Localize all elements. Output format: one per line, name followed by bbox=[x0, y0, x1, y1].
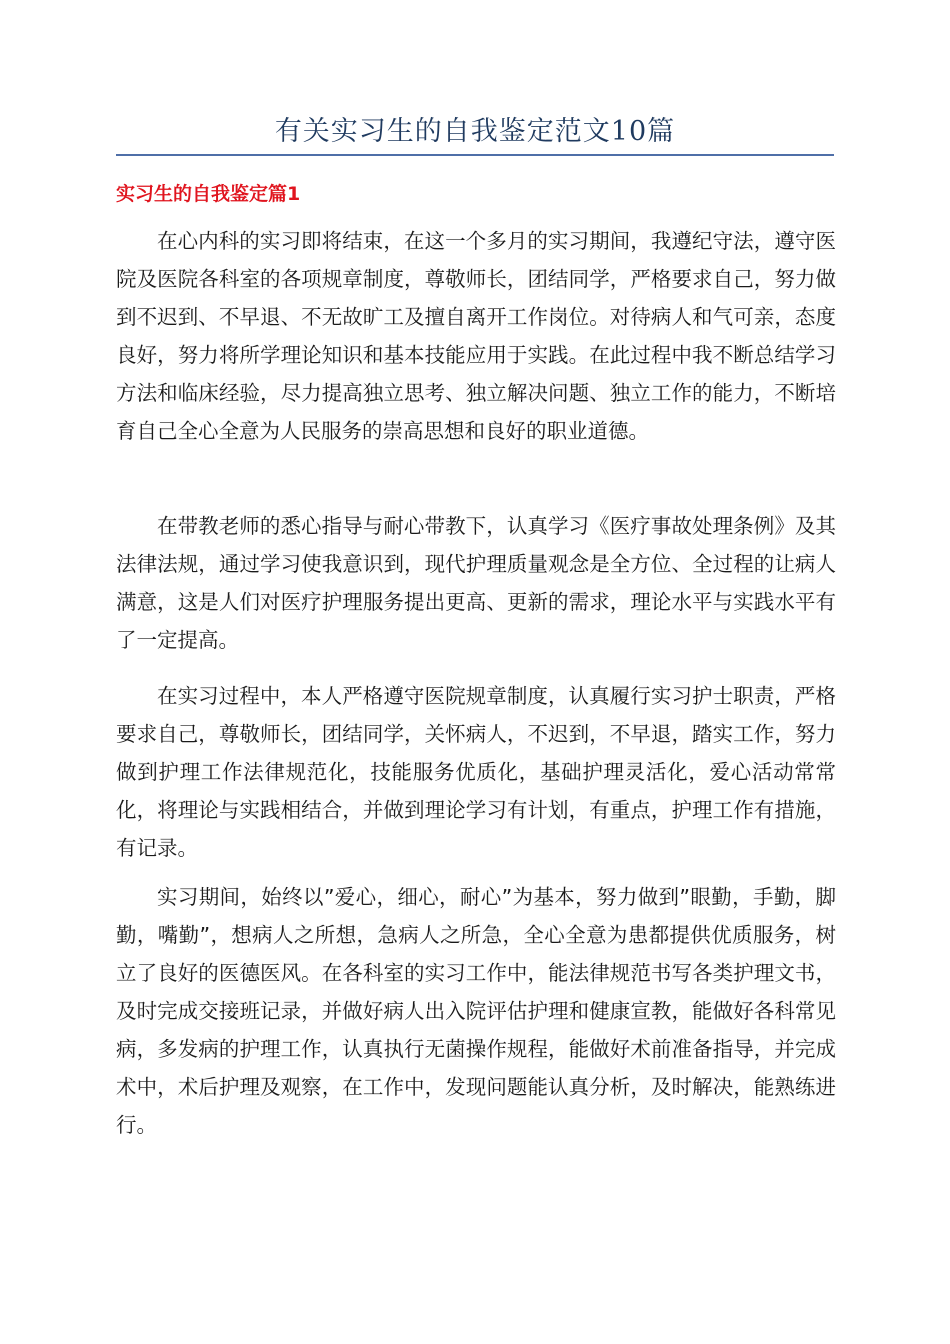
section-heading: 实习生的自我鉴定篇1 bbox=[116, 183, 301, 205]
document-title: 有关实习生的自我鉴定范文10篇 bbox=[274, 116, 676, 147]
paragraph-4: 实习期间，始终以”爱心，细心，耐心”为基本，努力做到”眼勤，手勤，脚勤，嘴勤”，想病人之所想，急病人之所急，全心全意为患都提供优质服务，树立了良好的医德医风。在各科室的实习工作中，能法律规范书写各类护理文书，及时完成交接班记录，并做好病人出入院评估护理和健康宣教，能做好各科常见病，多发病的护理工作，认真执行无菌操作规程，能做好术前准备指导，并完成术中，术后护理及观察，在工作中，发现问题能认真分析，及时解决，能熟练进行。 bbox=[116, 885, 836, 1137]
title-underline bbox=[116, 154, 834, 156]
paragraph-2: 在带教老师的悉心指导与耐心带教下，认真学习《医疗事故处理条例》及其法律法规，通过学习使我意识到，现代护理质量观念是全方位、全过程的让病人满意，这是人们对医疗护理服务提出更高、更新的需求，理论水平与实践水平有了一定提高。 bbox=[116, 514, 836, 652]
paragraph-1: 在心内科的实习即将结束，在这一个多月的实习期间，我遵纪守法，遵守医院及医院各科室的各项规章制度，尊敬师长，团结同学，严格要求自己，努力做到不迟到、不早退、不无故旷工及擅自离开工作岗位。对待病人和气可亲，态度良好，努力将所学理论知识和基本技能应用于实践。在此过程中我不断总结学习方法和临床经验，尽力提高独立思考、独立解决问题、独立工作的能力，不断培育自己全心全意为人民服务的崇高思想和良好的职业道德。 bbox=[116, 229, 836, 443]
paragraph-3: 在实习过程中，本人严格遵守医院规章制度，认真履行实习护士职责，严格要求自己，尊敬师长，团结同学，关怀病人，不迟到，不早退，踏实工作，努力做到护理工作法律规范化，技能服务优质化，基础护理灵活化，爱心活动常常化，将理论与实践相结合，并做到理论学习有计划，有重点，护理工作有措施，有记录。 bbox=[116, 684, 836, 860]
